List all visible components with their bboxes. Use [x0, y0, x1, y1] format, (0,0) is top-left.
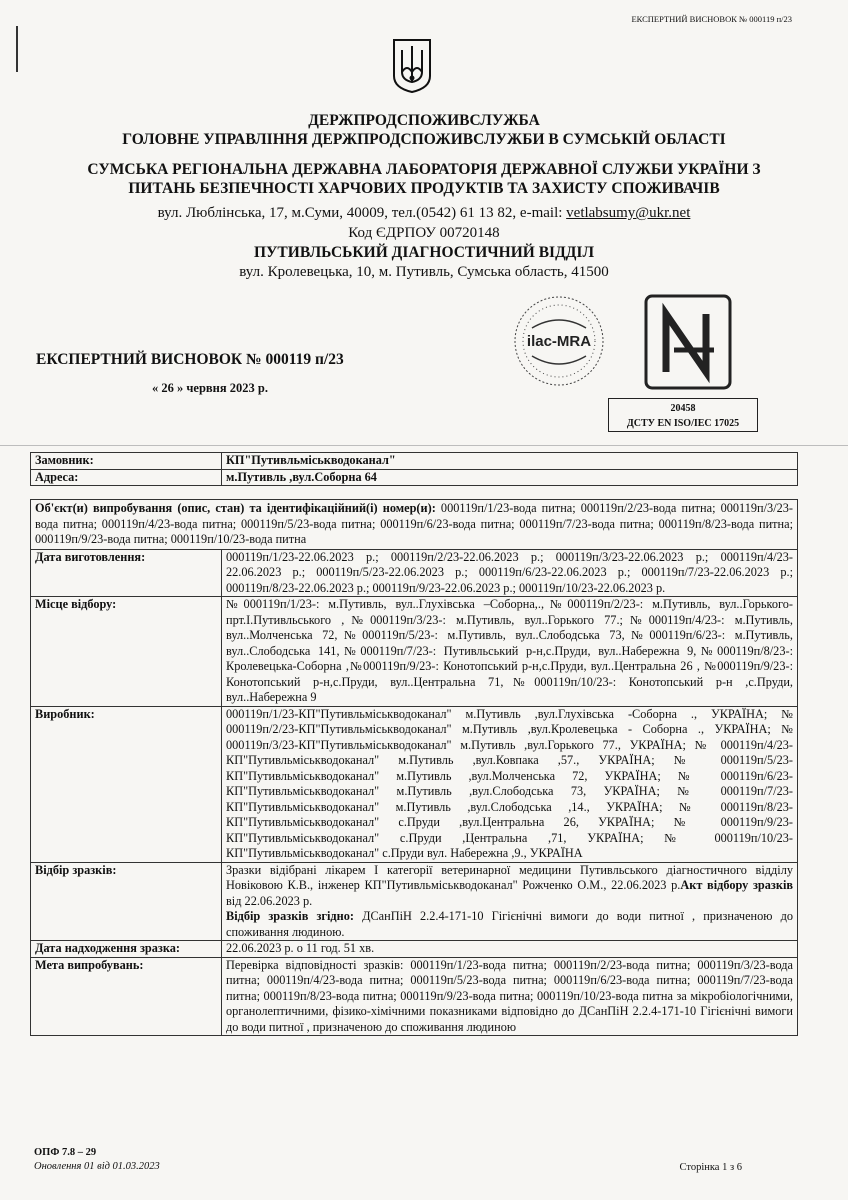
- table-row: [31, 549, 798, 597]
- customer-value: КП"Путивльміськводоканал": [222, 453, 798, 470]
- trident-emblem-icon: [392, 38, 432, 94]
- details-table: [30, 499, 798, 1036]
- department-title: ПУТИВЛЬСЬКИЙ ДІАГНОСТИЧНИЙ ВІДДІЛ: [254, 244, 594, 261]
- edrpou-code: Код ЄДРПОУ 00720148: [348, 225, 500, 241]
- form-code: ОПФ 7.8 – 29: [34, 1147, 97, 1158]
- purpose-label: Мета випробувань:: [31, 957, 222, 1036]
- arrival-label: Дата надходження зразка:: [31, 941, 222, 958]
- sampling-label: Відбір зразків:: [31, 862, 222, 941]
- place-value: №000119п/1/23-: м.Путивль, вул..Глухівська –Соборна,.,№000119п/2/23-: м.Путивль, вул..Горького- прт.І.Путивльського ,№000119п/3/23-: м.Путивль, вул..Горького 77.;№000119п/4/23-: м.Путивль, вул..Молченська 72,№000119п/5/23-: м.Путивль, вул..Слободська 73,№000119п/6/23-: м.Путивль, вул..Слободська 141,№000119п/7/23-: Путивльський р-н,с.Пруди, вул..Набережна 9,№000119п/8/23-: Кролевецька-Соборна ,№000119п/9/23-: Конотопський р-н,с.Пруди, вул..Центральна 26 , №000119п/9/23-: Конотопський р-н,с.Пруди, вул..Центральна 71,№000119п/10/23-: Конотопський р-н ,с.Пруди, вул..Набережна 9: [222, 597, 798, 707]
- accreditation-box: [608, 398, 758, 432]
- table-row: [31, 597, 798, 707]
- object-value: 000119п/1/23-вода питна; 000119п/2/23-вода питна; 000119п/3/23-вода питна; 000119п/4/23-вода питна; 000119п/5/23-вода питна; 000119п/6/23-вода питна; 000119п/7/23-вода питна; 000119п/8/23-вода питна; 000119п/9/23-вода питна; 000119п/10/23-вода питна: [35, 501, 793, 546]
- ilac-mra-logo-icon: [512, 294, 606, 388]
- table-row: [31, 862, 798, 941]
- manufacture-label: Дата виготовлення:: [31, 549, 222, 597]
- client-table: [30, 452, 798, 486]
- sampling-value: Зразки відібрані лікарем I категорії ветеринарної медицини Путивльського діагностичного відділу Новіковою К.В., інженер КП"Путивльміськводоканал" Рожченко О.М., 22.06.2023 р.Акт відбору зразків від 22.06.2023 р. Відбір зразків згідно: ДСанПіН 2.2.4-171-10 Гігієнічні вимоги до води питної , призначеною до споживання людиною.: [222, 862, 798, 941]
- revision-note: Оновлення 01 від 01.03.2023: [34, 1161, 160, 1172]
- ilac-text: ilac-MRA: [526, 333, 592, 350]
- place-label: Місце відбору:: [31, 597, 222, 707]
- lab-address: вул. Люблінська, 17, м.Суми, 40009, тел.(0542) 61 13 82, e-mail: vetlabsumy@ukr.net: [157, 205, 691, 221]
- document-ref: ЕКСПЕРТНИЙ ВИСНОВОК № 000119 п/23: [631, 14, 792, 24]
- email-link[interactable]: vetlabsumy@ukr.net: [566, 205, 691, 221]
- table-row: [31, 957, 798, 1036]
- producer-label: Виробник:: [31, 706, 222, 862]
- national-accreditation-logo-icon: [644, 294, 732, 390]
- address-value: м.Путивль ,вул.Соборна 64: [222, 469, 798, 486]
- purpose-value: Перевірка відповідності зразків: 000119п/1/23-вода питна; 000119п/2/23-вода питна; 000119п/3/23-вода питна; 000119п/4/23-вода питна; 000119п/5/23-вода питна; 000119п/6/23-вода питна; 000119п/7/23-вода питна; 000119п/8/23-вода питна; 000119п/9/23-вода питна; 000119п/10/23-вода питна за мікробіологічними, органолептичними, фізико-хімічними показниками відповідно до ДСанПіН 2.2.4-171-10 Гігієнічні вимоги до води питної , призначеною до споживання людиною: [222, 957, 798, 1036]
- arrival-value: 22.06.2023 р. о 11 год. 51 хв.: [222, 941, 798, 958]
- table-row: [31, 453, 798, 470]
- conclusion-title: ЕКСПЕРТНИЙ ВИСНОВОК № 000119 п/23: [36, 351, 344, 368]
- accreditation-number: 20458: [670, 403, 696, 414]
- conclusion-date: « 26 » червня 2023 р.: [152, 381, 268, 395]
- customer-label: Замовник:: [31, 453, 222, 470]
- org-subtitle: ГОЛОВНЕ УПРАВЛІННЯ ДЕРЖПРОДСПОЖИВСЛУЖБИ В СУМСЬКІЙ ОБЛАСТІ: [122, 131, 726, 148]
- table-row: [31, 941, 798, 958]
- manufacture-value: 000119п/1/23-22.06.2023 р.; 000119п/2/23-22.06.2023 р.; 000119п/3/23-22.06.2023 р.; 000119п/4/23-22.06.2023 р.; 000119п/5/23-22.06.2023 р.; 000119п/6/23-22.06.2023 р.; 000119п/7/23-22.06.2023 р.; 000119п/8/23-22.06.2023 р.; 000119п/9/23-22.06.2023 р.; 000119п/10/23-22.06.2023 р.: [222, 549, 798, 597]
- department-address: вул. Кролевецька, 10, м. Путивль, Сумська область, 41500: [239, 264, 609, 280]
- address-label: Адреса:: [31, 469, 222, 486]
- producer-value: 000119п/1/23-КП"Путивльміськводоканал" м.Путивль ,вул.Глухівська -Соборна ., УКРАЇНА; № 000119п/2/23-КП"Путивльміськводоканал" м.Путивль ,вул.Кролевецька - Соборна ., УКРАЇНА; № 000119п/3/23-КП"Путивльміськводоканал" м.Путивль ,вул.Горького 77., УКРАЇНА; № 000119п/4/23-КП"Путивльміськводоканал" м.Путивль ,вул.Ковпака ,57., УКРАЇНА; № 000119п/5/23-КП"Путивльміськводоканал" м.Путивль ,вул.Молченська 72, УКРАЇНА; № 000119п/6/23-КП"Путивльміськводоканал" м.Путивль ,вул.Слободська 73, УКРАЇНА; № 000119п/7/23-КП"Путивльміськводоканал" м.Путивль ,вул.Слободська ,14., УКРАЇНА; № 000119п/8/23-КП"Путивльміськводоканал" с.Пруди ,вул.Центральна 26, УКРАЇНА; № 000119п/9/23-КП"Путивльміськводоканал" с.Пруди ,Центральна ,71, УКРАЇНА; № 000119п/10/23-КП"Путивльміськводоканал" с.Пруди вул. Набережна ,9., УКРАЇНА: [222, 706, 798, 862]
- table-row: [31, 469, 798, 486]
- accreditation-standard: ДСТУ EN ISO/IEC 17025: [626, 418, 740, 429]
- object-label: Об'єкт(и) випробування (опис, стан) та ідентифікаційний(і) номер(и):: [35, 501, 436, 515]
- table-row: [31, 500, 798, 550]
- org-title: ДЕРЖПРОДСПОЖИВСЛУЖБА: [308, 112, 540, 129]
- object-cell: [31, 500, 798, 550]
- table-row: [31, 706, 798, 862]
- divider: [0, 445, 848, 446]
- pen-mark: [16, 26, 18, 72]
- page-number: Сторінка 1 з 6: [679, 1162, 742, 1173]
- lab-title: СУМСЬКА РЕГІОНАЛЬНА ДЕРЖАВНА ЛАБОРАТОРІЯ ДЕРЖАВНОЇ СЛУЖБИ УКРАЇНИ З ПИТАНЬ БЕЗПЕЧНОСТІ ХАРЧОВИХ ПРОДУКТІВ ТА ЗАХИСТУ СПОЖИВАЧІВ: [87, 161, 761, 197]
